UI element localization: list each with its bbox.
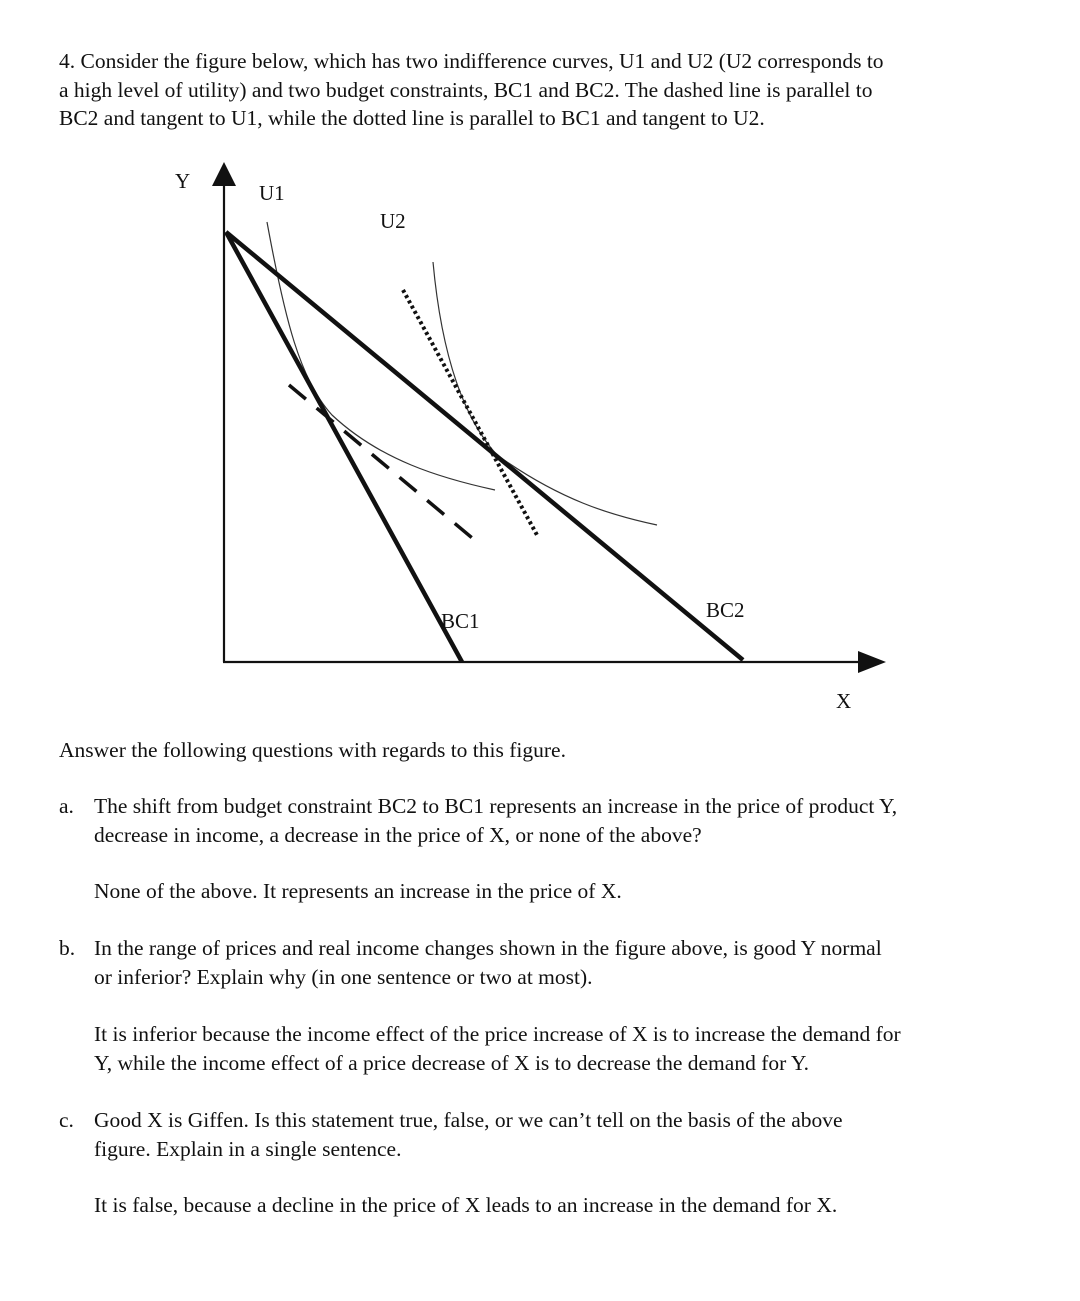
item-line: figure. Explain in a single sentence. bbox=[94, 1136, 402, 1161]
dotted-tangent-line bbox=[403, 290, 537, 535]
item-marker: c. bbox=[59, 1108, 74, 1132]
bc1-label: BC1 bbox=[441, 609, 480, 633]
answer-line: It is inferior because the income effect of the price increase of X is to increase the demand for bbox=[94, 1022, 901, 1046]
y-axis-arrowhead bbox=[212, 162, 236, 186]
answer-line: Y, while the income effect of a price decrease of X is to decrease the demand for Y. bbox=[94, 1050, 809, 1075]
bc1-line bbox=[226, 232, 462, 662]
question-line: a high level of utility) and two budget constraints, BC1 and BC2. The dashed line is parallel to bbox=[59, 77, 873, 102]
bc2-line bbox=[226, 232, 743, 660]
x-axis-label: X bbox=[836, 689, 852, 713]
item-line: In the range of prices and real income changes shown in the figure above, is good Y normal bbox=[94, 936, 882, 960]
answer-line: None of the above. It represents an increase in the price of X. bbox=[94, 879, 622, 903]
u1-curve bbox=[267, 222, 495, 490]
item-line: The shift from budget constraint BC2 to BC1 represents an increase in the price of product Y, bbox=[94, 794, 898, 818]
u2-curve bbox=[433, 262, 657, 525]
item-line: decrease in income, a decrease in the price of X, or none of the above? bbox=[94, 822, 702, 847]
item-marker: a. bbox=[59, 794, 74, 818]
u2-label: U2 bbox=[380, 209, 406, 233]
u1-label: U1 bbox=[259, 181, 285, 205]
answer-a bbox=[94, 877, 1024, 906]
item-line: Good X is Giffen. Is this statement true, false, or we can’t tell on the basis of the above bbox=[94, 1108, 843, 1132]
x-axis-arrowhead bbox=[858, 651, 886, 673]
question-line: BC2 and tangent to U1, while the dotted line is parallel to BC1 and tangent to U2. bbox=[59, 106, 765, 130]
y-axis-label: Y bbox=[175, 169, 191, 193]
bc2-label: BC2 bbox=[706, 598, 745, 622]
item-marker: b. bbox=[59, 936, 76, 960]
item-line: or inferior? Explain why (in one sentence or two at most). bbox=[94, 964, 593, 989]
answer-b bbox=[94, 1020, 1024, 1077]
answer-line: It is false, because a decline in the price of X leads to an increase in the demand for X. bbox=[94, 1193, 838, 1217]
instructions: Answer the following questions with regards to this figure. bbox=[59, 738, 566, 762]
question-line: 4. Consider the figure below, which has two indifference curves, U1 and U2 (U2 corresponds to bbox=[59, 49, 884, 73]
answer-c bbox=[94, 1191, 1024, 1220]
